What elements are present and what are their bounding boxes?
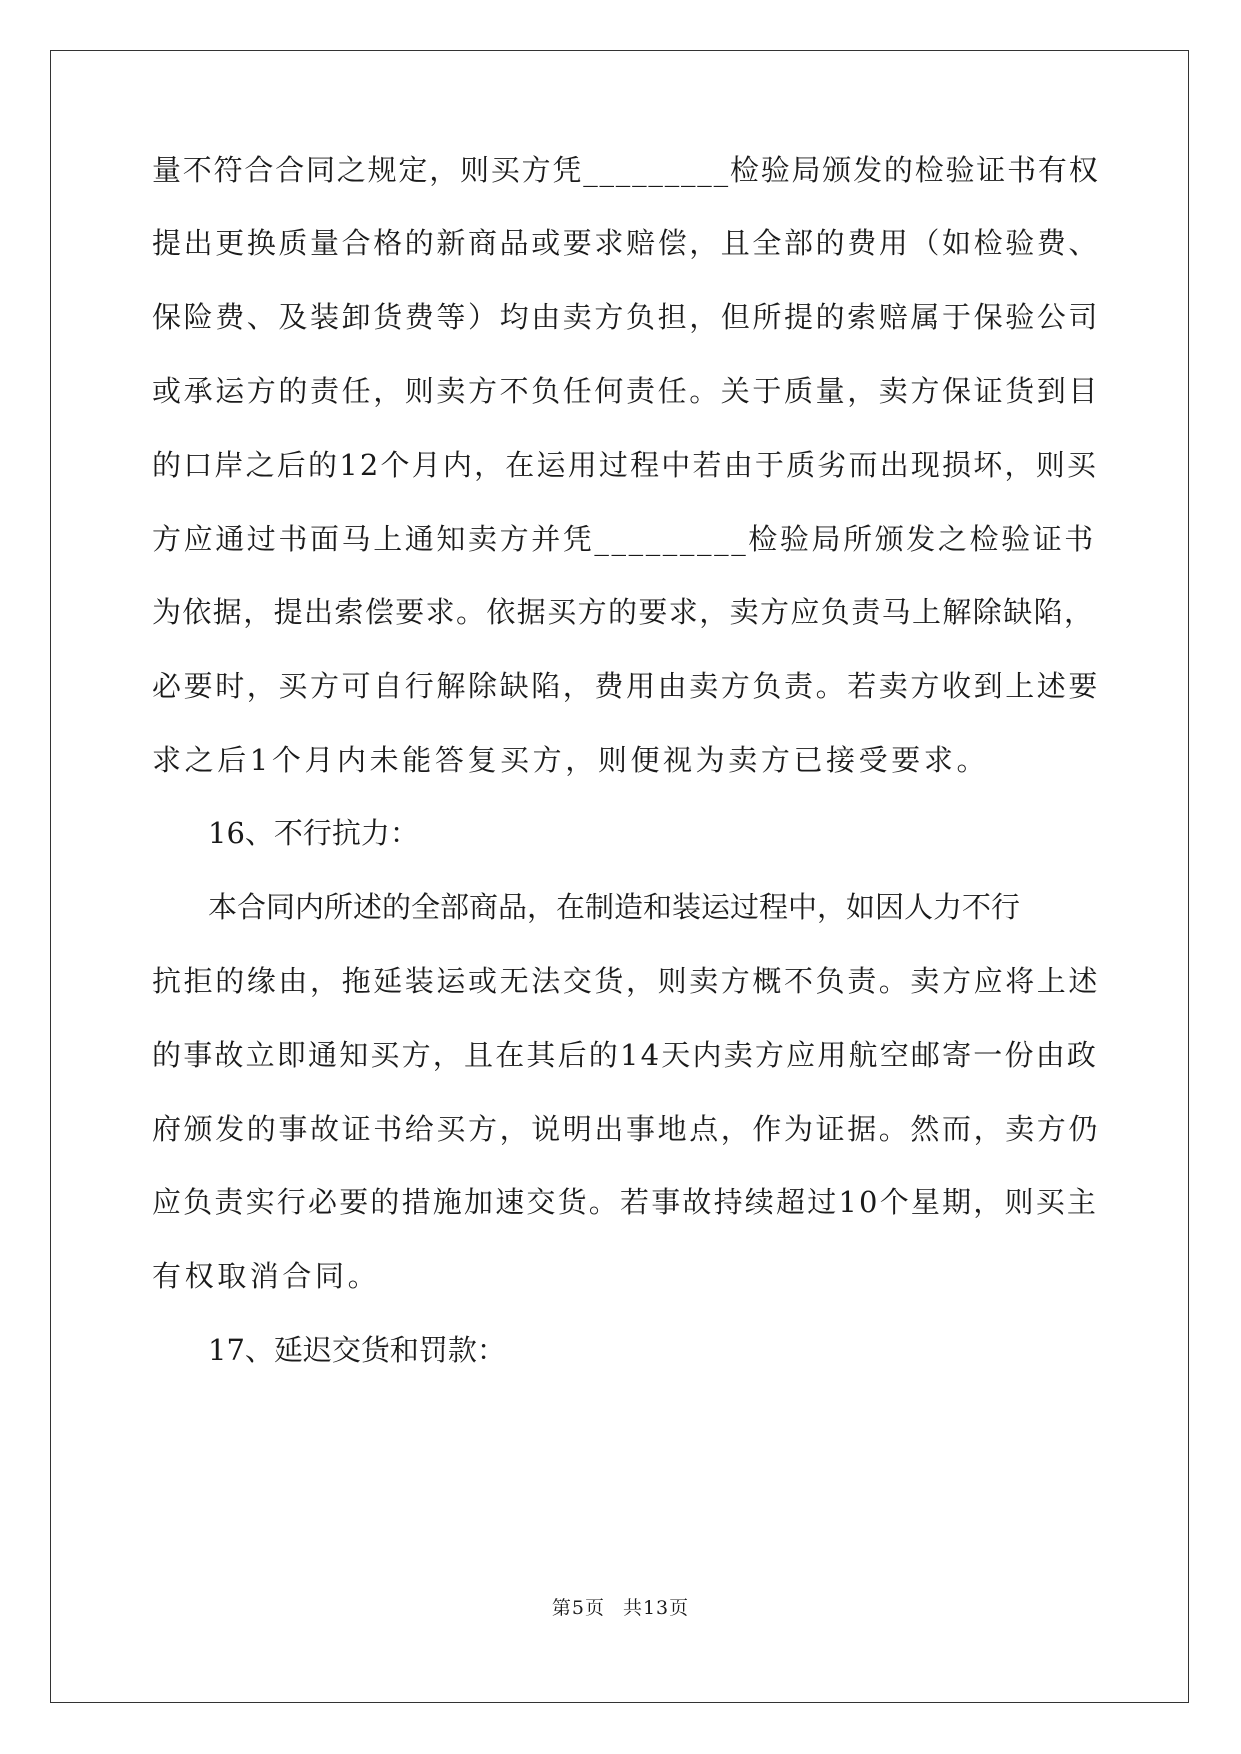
text-line: 有权取消合同。	[152, 1259, 381, 1293]
text-line: 府颁发的事故证书给买方，说明出事地点，作为证据。然而，卖方仍	[152, 1112, 1101, 1146]
text-line: 或承运方的责任，则卖方不负任何责任。关于质量，卖方保证货到目	[152, 374, 1101, 408]
text-line: 抗拒的缘由，拖延装运或无法交货，则卖方概不负责。卖方应将上述	[152, 964, 1101, 998]
section-heading-17: 17、延迟交货和罚款：	[208, 1333, 506, 1367]
text-line: 保险费、及装卸货费等）均由卖方负担，但所提的索赔属于保验公司	[152, 300, 1101, 334]
text-line: 求之后1个月内未能答复买方，则便视为卖方已接受要求。	[152, 743, 990, 777]
text-line: 的口岸之后的12个月内，在运用过程中若由于质劣而出现损坏，则买	[152, 448, 1099, 482]
text-line: 提出更换质量合格的新商品或要求赔偿，且全部的费用（如检验费、	[152, 226, 1101, 260]
page-footer	[0, 1596, 1241, 1620]
section-heading-16: 16、不行抗力：	[208, 816, 419, 850]
page-total: 共13页	[622, 1597, 690, 1619]
text-line: 量不符合合同之规定，则买方凭_________检验局颁发的检验证书有权	[152, 153, 1100, 187]
paragraph-first-line: 本合同内所述的全部商品，在制造和装运过程中，如因人力不行	[208, 890, 1021, 924]
text-line: 应负责实行必要的措施加速交货。若事故持续超过10个星期，则买主	[152, 1185, 1099, 1219]
page-number: 第5页	[551, 1597, 605, 1619]
text-line: 为依据，提出索偿要求。依据买方的要求，卖方应负责马上解除缺陷，	[152, 595, 1095, 629]
text-line: 方应通过书面马上通知卖方并凭_________检验局所颁发之检验证书	[152, 522, 1096, 556]
text-line: 必要时，买方可自行解除缺陷，费用由卖方负责。若卖方收到上述要	[152, 669, 1101, 703]
text-line: 的事故立即通知买方，且在其后的14天内卖方应用航空邮寄一份由政	[152, 1038, 1099, 1072]
